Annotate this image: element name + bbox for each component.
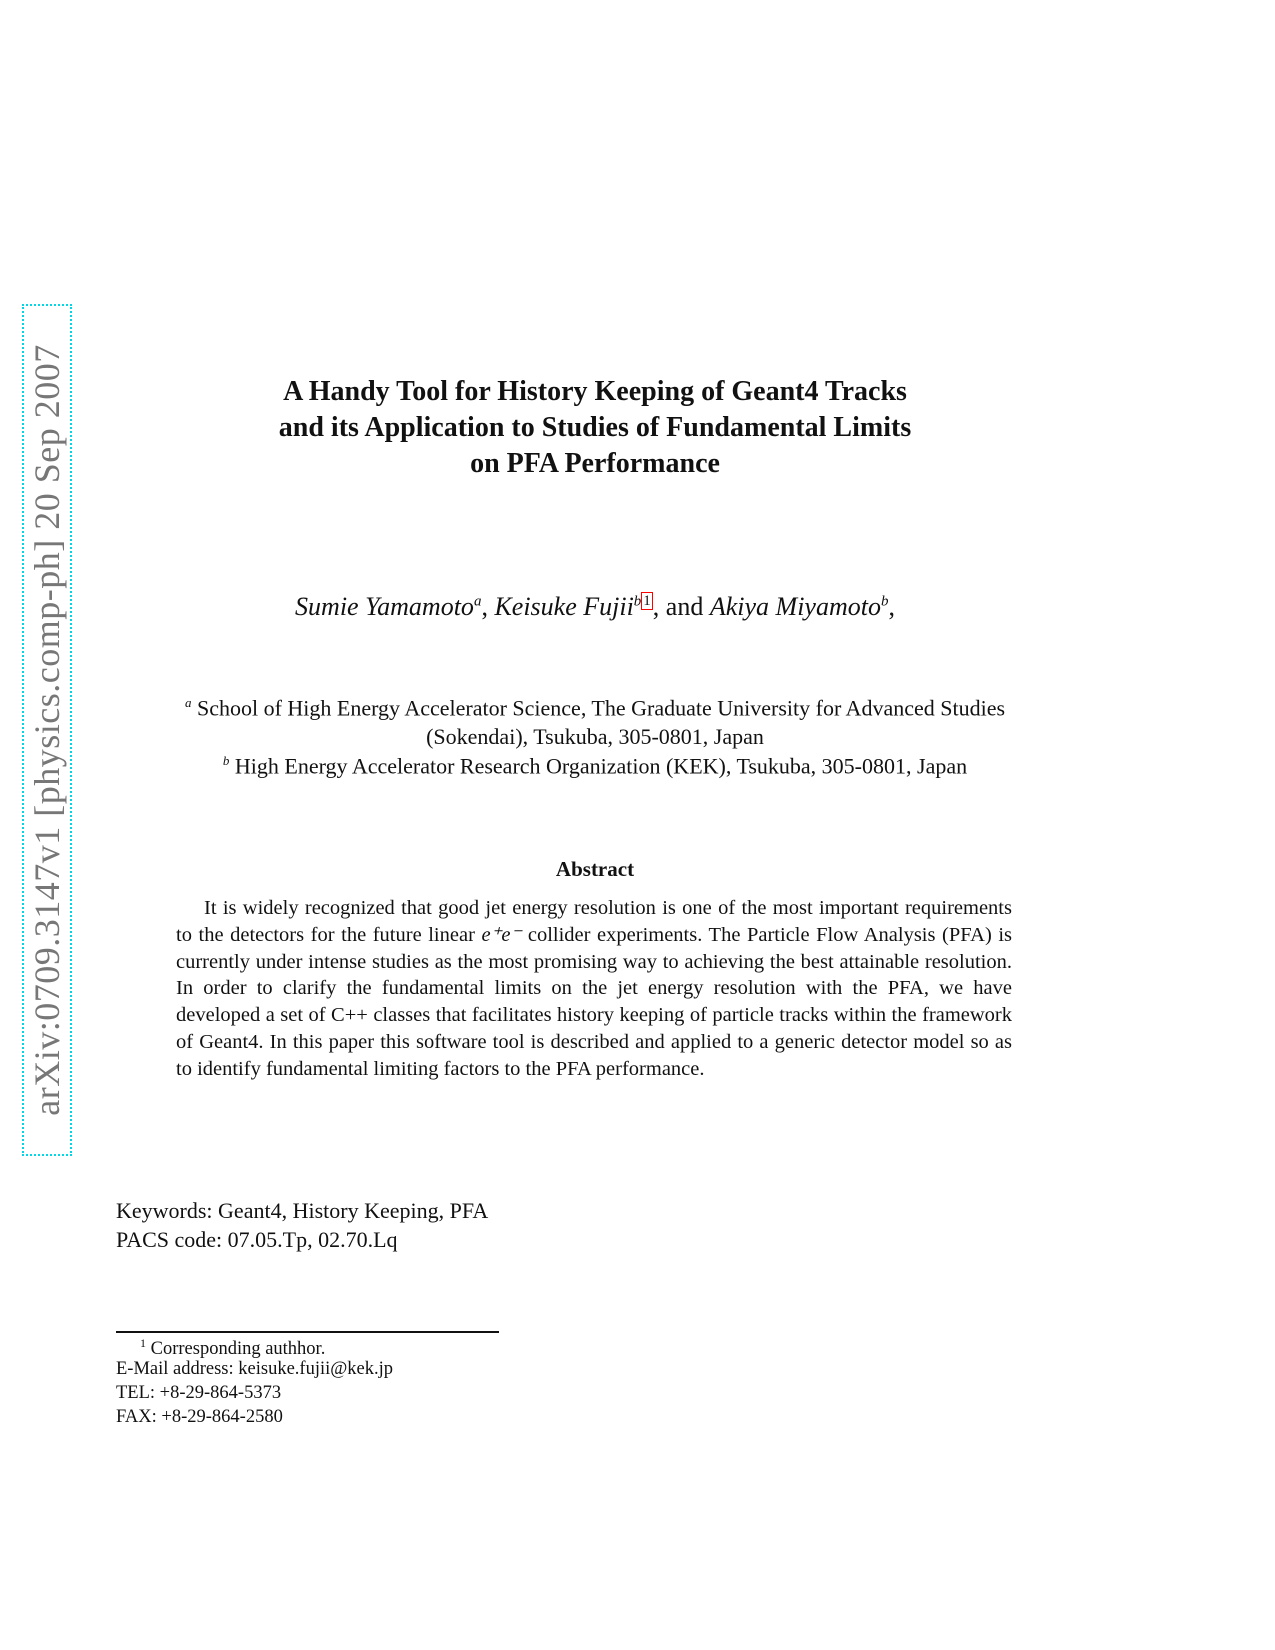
footnote-tel: TEL: +8-29-864-5373 xyxy=(116,1383,282,1403)
author-separator: , xyxy=(888,592,895,621)
paper-title xyxy=(0,374,1190,482)
affiliation-a xyxy=(100,688,1090,751)
pacs-code: PACS code: 07.05.Tp, 02.70.Lq xyxy=(116,1227,398,1252)
title-line: A Handy Tool for History Keeping of Geant4 Tracks xyxy=(283,376,907,407)
footnote-link[interactable]: 1 xyxy=(643,593,651,610)
title-line: on PFA Performance xyxy=(470,448,720,479)
title-line: and its Application to Studies of Fundamental Limits xyxy=(278,412,912,443)
footnote-rule xyxy=(116,1331,499,1333)
author-separator: , xyxy=(481,592,495,621)
affil-mark: b xyxy=(633,593,642,610)
abstract-math: e⁺e⁻ xyxy=(481,923,522,946)
author-separator: , and xyxy=(652,592,710,621)
affiliation-text: School of High Energy Accelerator Science, The Graduate University for Advanced Studies xyxy=(196,695,1006,721)
affil-mark: a xyxy=(473,593,482,610)
affil-mark: b xyxy=(880,593,889,610)
abstract-text: collider experiments. The Particle Flow Analysis (PFA) is currently under intense studies as the most promising way to achieving the best attainable resolution. In order to clarify the fundamental limits on the jet energy resolution with the PFA, we have developed a set of C++ classes that facilitates history keeping of particle tracks within the framework of Geant4. In this paper this software tool is described and applied to a generic detector model so as to identify fundamental limiting factors to the PFA performance. xyxy=(176,923,1013,1080)
footnote-mark: 1 xyxy=(140,1336,146,1350)
author-list xyxy=(0,592,1190,622)
footnote-1 xyxy=(140,1336,325,1360)
arxiv-id: arXiv:0709.3147v1 [physics.comp-ph] 20 Sep 2007 xyxy=(27,344,67,1116)
keywords: Keywords: Geant4, History Keeping, PFA xyxy=(116,1198,489,1223)
affiliation-text: (Sokendai), Tsukuba, 305-0801, Japan xyxy=(426,724,764,750)
author-name: Sumie Yamamoto xyxy=(295,592,474,621)
abstract-heading: Abstract xyxy=(555,857,635,881)
footnote-fax: FAX: +8-29-864-2580 xyxy=(116,1407,283,1427)
author-name: Akiya Miyamoto xyxy=(709,592,881,621)
footnote-text: Corresponding authhor. xyxy=(146,1339,326,1360)
affil-mark: b xyxy=(222,753,230,768)
affil-mark: a xyxy=(184,695,192,710)
abstract-body xyxy=(176,895,1012,1083)
affiliation-b xyxy=(100,746,1090,780)
author-name: Keisuke Fujii xyxy=(494,592,634,621)
abstract-text: It is widely recognized that good jet energy resolution is one of the most important requirements to the detectors for the future linear xyxy=(176,897,1012,946)
footnote-email: E-Mail address: keisuke.fujii@kek.jp xyxy=(116,1359,394,1379)
affiliation-text: High Energy Accelerator Research Organization (KEK), Tsukuba, 305-0801, Japan xyxy=(234,753,968,779)
